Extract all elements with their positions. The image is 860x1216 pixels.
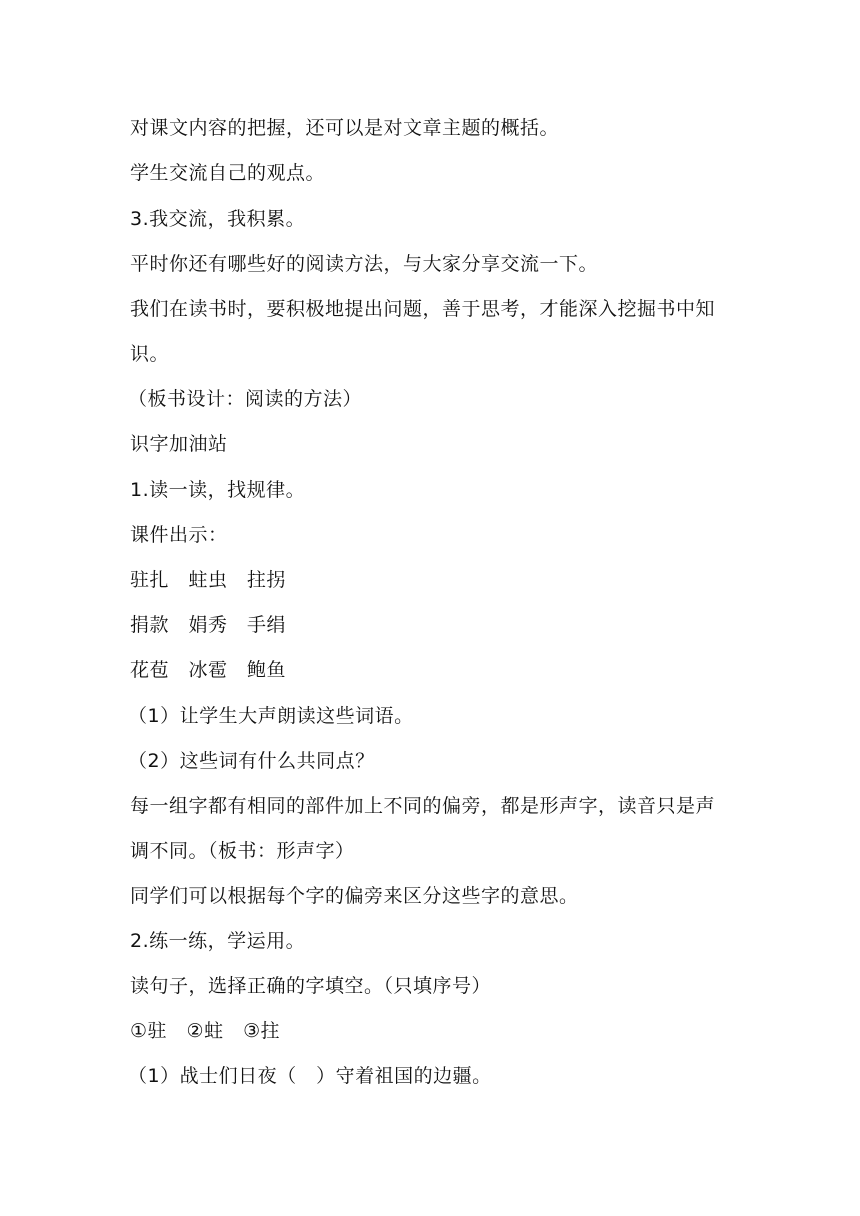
text-line: 学生交流自己的观点。 bbox=[130, 162, 326, 184]
text-line: （2）这些词有什么共同点？ bbox=[128, 750, 375, 772]
text-line: 我们在读书时，要积极地提出问题，善于思考，才能深入挖掘书中知 bbox=[130, 298, 716, 320]
text-line: ①驻 ②蛀 ③拄 bbox=[130, 1020, 281, 1042]
word-group-line: 驻扎 蛀虫 拄拐 bbox=[130, 569, 287, 591]
text-line: 同学们可以根据每个字的偏旁来区分这些字的意思。 bbox=[130, 885, 579, 907]
word-group-line: 花苞 冰雹 鲍鱼 bbox=[130, 659, 287, 681]
text-line: 2.练一练，学运用。 bbox=[130, 930, 306, 952]
text-line: 平时你还有哪些好的阅读方法，与大家分享交流一下。 bbox=[130, 253, 599, 275]
text-line: （1）战士们日夜（ ）守着祖国的边疆。 bbox=[128, 1065, 492, 1087]
text-line: 读句子，选择正确的字填空。（只填序号） bbox=[130, 975, 492, 997]
text-line: 识。 bbox=[130, 343, 170, 365]
text-line: 对课文内容的把握，还可以是对文章主题的概括。 bbox=[130, 117, 560, 139]
section-heading: 识字加油站 bbox=[130, 433, 228, 455]
text-line: 3.我交流，我积累。 bbox=[130, 208, 306, 230]
text-line: 1.读一读，找规律。 bbox=[130, 479, 306, 501]
text-line: 课件出示： bbox=[130, 524, 228, 546]
text-line: 调不同。（板书：形声字） bbox=[130, 840, 355, 862]
text-line: 每一组字都有相同的部件加上不同的偏旁，都是形声字，读音只是声 bbox=[130, 795, 716, 817]
text-line: （1）让学生大声朗读这些词语。 bbox=[128, 705, 414, 727]
word-group-line: 捐款 娟秀 手绢 bbox=[130, 614, 287, 636]
text-line: （板书设计：阅读的方法） bbox=[128, 388, 363, 410]
